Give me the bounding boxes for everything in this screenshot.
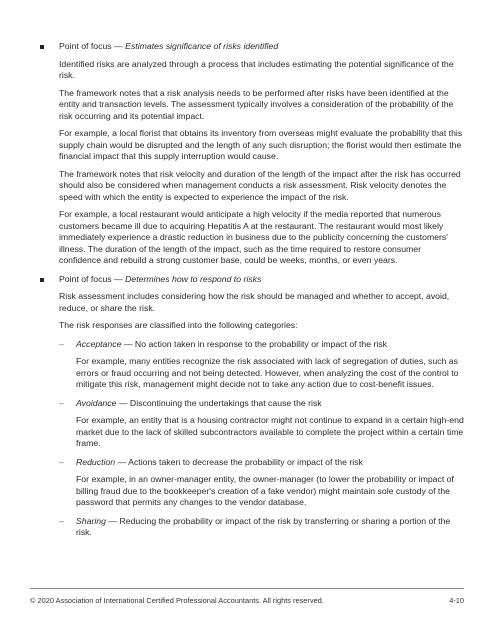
dash-marker: – bbox=[59, 397, 64, 408]
bullet-point-estimates bbox=[0, 41, 494, 53]
footer-copyright: © 2020 Association of International Certified Professional Accountants. All rights reserved. bbox=[30, 596, 324, 605]
response-detail: For example, an entity that is a housing contractor might not continue to expand in a certain high-end market due to the lack of skilled subcontractors available to complete the project within a certain time frame. bbox=[76, 415, 464, 448]
page-number: 4-10 bbox=[449, 596, 464, 605]
response-text: — No action taken in response to the probability or impact of the risk bbox=[121, 338, 387, 349]
response-item-reduction bbox=[0, 457, 494, 469]
response-term: Avoidance bbox=[76, 397, 117, 408]
response-text: — Discontinuing the undertakings that cause the risk bbox=[116, 397, 322, 408]
response-item-avoidance bbox=[0, 398, 494, 410]
bullet-title: Estimates significance of risks identified bbox=[125, 41, 279, 51]
paragraph: Risk assessment includes considering how the risk should be managed and whether to accept, avoid, reduce, or share the risk. bbox=[59, 291, 450, 313]
response-term: Reduction bbox=[76, 456, 116, 467]
paragraph: The framework notes that risk velocity and duration of the length of the impact after the risk has occurred should also be considered when management conducts a risk assessment. Risk velocity denotes the speed with which the entity is expected to experience the impact of the risk. bbox=[59, 168, 461, 202]
page-content bbox=[0, 41, 494, 539]
paragraph: Identified risks are analyzed through a process that includes estimating the potential significance of the risk. bbox=[59, 58, 454, 80]
bullet-marker bbox=[40, 278, 44, 282]
response-detail: For example, in an owner-manager entity, the owner-manager (to lower the probability or impact of billing fraud due to the bookkeeper's creation of a fake vendor) might maintain sole custody of the password that permits any changes to the vendor database. bbox=[76, 474, 454, 507]
dash-marker: – bbox=[59, 338, 64, 349]
bullet-point-respond bbox=[0, 274, 494, 286]
bullet-title: Determines how to respond to risks bbox=[125, 273, 262, 284]
paragraph: The risk responses are classified into the following categories: bbox=[59, 320, 298, 330]
response-detail: For example, many entities recognize the risk associated with lack of segregation of duties, such as errors or fraud occurring and not being detected. However, when analyzing the cost of the control to mitigate this risk, management might decide not to take any action due to cost-benefit issues. bbox=[76, 356, 459, 389]
paragraph: The framework notes that a risk analysis needs to be performed after risks have been identified at the entity and transaction levels. The assessment typically involves a consideration of the probability of the risk occurring and its potential impact. bbox=[59, 87, 454, 121]
paragraph: For example, a local florist that obtains its inventory from overseas might evaluate the probability that this supply chain would be disrupted and the length of any such disruption; the florist would then estimate the financial impact that this supply interruption would cause. bbox=[59, 128, 463, 161]
bullet-prefix: Point of focus — bbox=[59, 41, 126, 51]
response-item-acceptance bbox=[0, 339, 494, 351]
response-term: Acceptance bbox=[76, 338, 122, 349]
response-text: — Actions taken to decrease the probability or impact of the risk bbox=[115, 456, 363, 467]
response-item-sharing bbox=[0, 516, 494, 539]
response-text: — Reducing the probability or impact of the risk by transferring or sharing a portion of the risk. bbox=[76, 515, 451, 537]
response-term: Sharing bbox=[76, 515, 106, 526]
bullet-marker bbox=[40, 45, 44, 49]
paragraph: For example, a local restaurant would anticipate a high velocity if the media reported that numerous customers became ill due to acquiring Hepatitis A at the restaurant. The restaurant would most likely immediately experience a drastic reduction in business due to the publicity concerning the customers' illness. The duration of the length of the impact, such as the time required to restore consumer confidence and rebuild a strong customer base, could be weeks, months, or even years. bbox=[59, 209, 448, 265]
dash-marker: – bbox=[59, 515, 64, 526]
footer-divider bbox=[30, 588, 464, 589]
bullet-prefix: Point of focus — bbox=[59, 273, 126, 284]
dash-marker: – bbox=[59, 456, 64, 467]
